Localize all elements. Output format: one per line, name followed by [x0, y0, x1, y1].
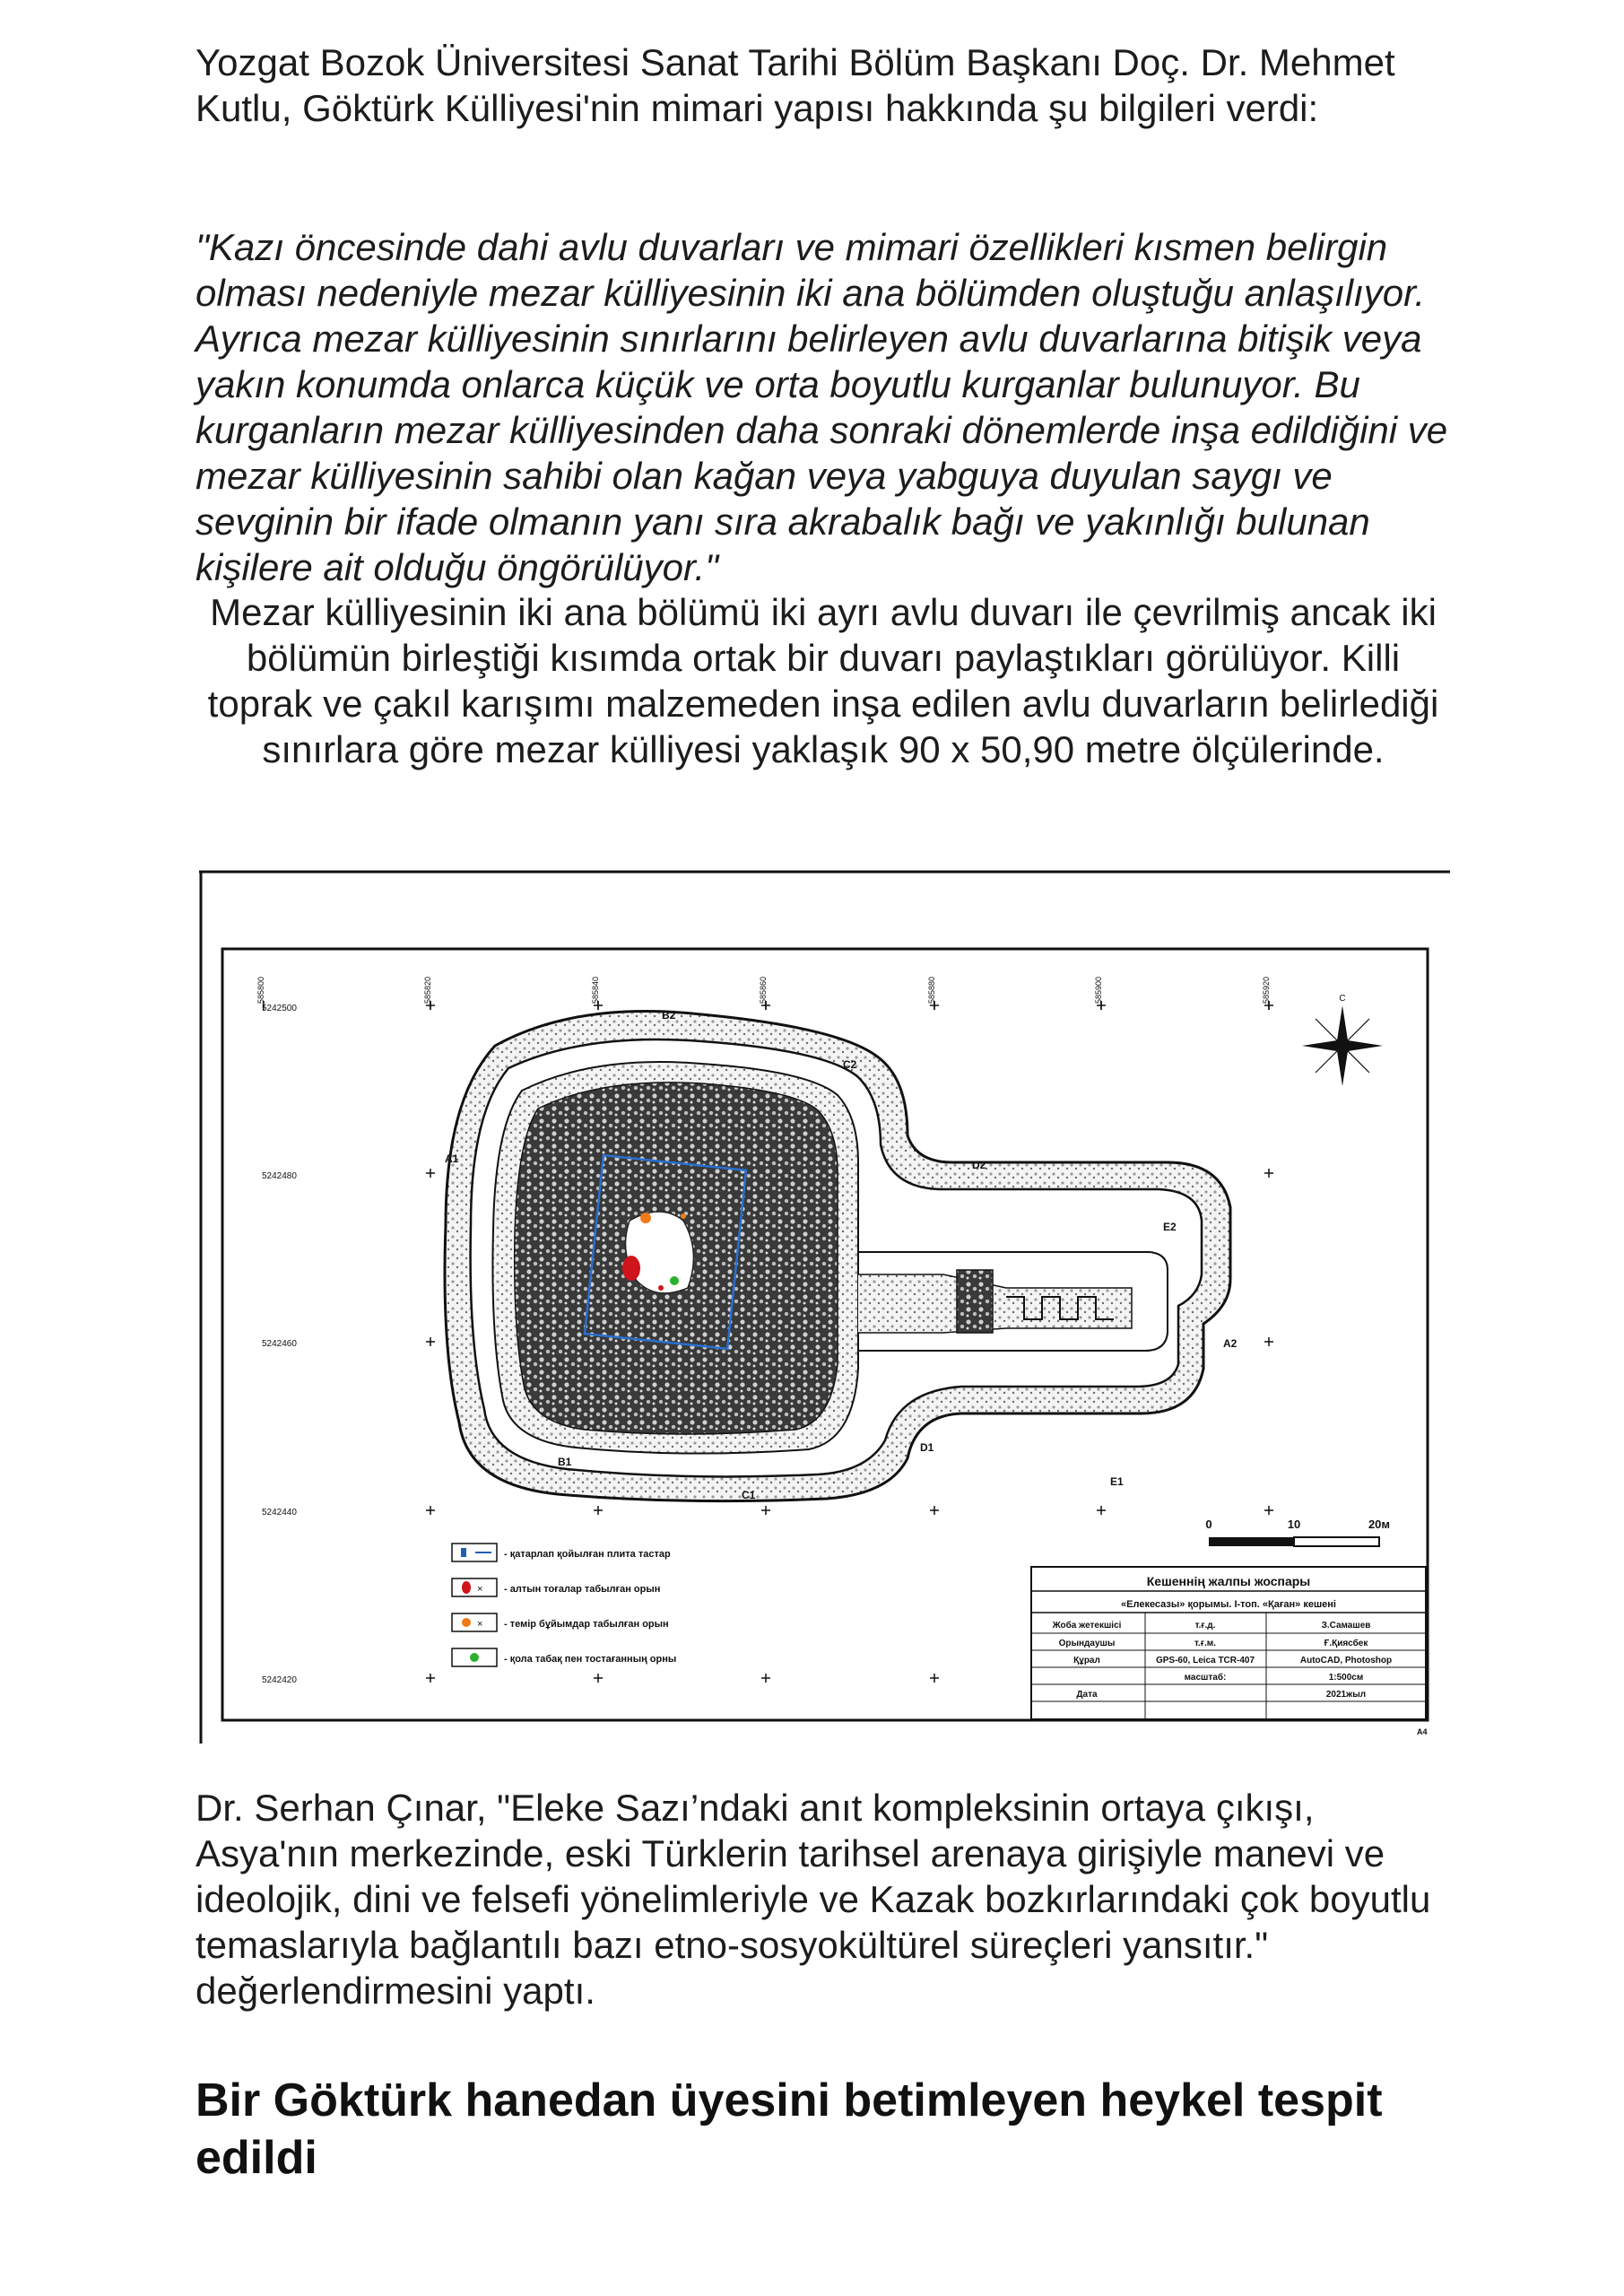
title-box-cell: т.ғ.д.	[1194, 1621, 1216, 1631]
x-coord-label: 585880	[927, 976, 936, 1004]
legend-cross: ×	[477, 1619, 483, 1630]
compass-north-label: С	[1339, 994, 1346, 1004]
gold-find-marker	[658, 1285, 664, 1291]
plan-subtitle: «Елекесазы» қорымы. I-топ. «Қаған» кешені	[1121, 1599, 1336, 1610]
section-heading: Bir Göktürk hanedan üyesini betimleyen heykel tespit edildi	[195, 2074, 1383, 2184]
legend-label: - алтын тоғалар табылған орын	[504, 1584, 661, 1595]
y-coord-label: 5242480	[262, 1171, 297, 1181]
legend-cross: ×	[477, 1584, 483, 1595]
plan-title-box	[1031, 1567, 1426, 1719]
x-coord-label: 585840	[591, 976, 600, 1004]
wall-label-e1: E1	[1110, 1475, 1124, 1488]
outro-paragraph: Dr. Serhan Çınar, "Eleke Sazı’ndaki anıt kompleksinin ortaya çıkışı, Asya'nın merkezinde, eski Türklerin tarihsel arenaya girişiyle manevi ve ideolojik, dini ve felsefi yönelimleriyle ve Kazak bozkırlarındaki çok boyutlu temaslarıyla bağlantılı bazı etno-sosyokültürel süreçleri yansıtır." değerlendirmesini yaptı.	[195, 1787, 1431, 2012]
gold-find-marker	[622, 1256, 640, 1281]
centered-paragraph: Mezar külliyesinin iki ana bölümü iki ayrı avlu duvarı ile çevrilmiş ancak iki bölümün birleştiği kısımda ortak bir duvarı paylaştıkları görülüyor. Killi toprak ve çakıl karışımı malzemeden inşa edilen avlu duvarların belirlediği sınırlara göre mezar külliyesi yaklaşık 90 x 50,90 metre ölçülerinde.	[207, 591, 1439, 770]
wall-label-a2: A2	[1223, 1337, 1238, 1350]
intro-paragraph: Yozgat Bozok Üniversitesi Sanat Tarihi Bölüm Başkanı Doç. Dr. Mehmet Kutlu, Göktürk Külliyesi'nin mimari yapısı hakkında şu bilgileri verdi:	[195, 41, 1395, 129]
legend-label: - қатарлап қойылған плита тастар	[504, 1549, 671, 1560]
wall-label-e2: E2	[1163, 1221, 1177, 1233]
bronze-find-marker	[670, 1276, 679, 1285]
scale-tick: 20м	[1368, 1518, 1391, 1531]
y-coord-label: 5242500	[262, 1004, 297, 1013]
title-box-cell: Ғ.Қиясбек	[1324, 1639, 1368, 1648]
wall-label-d1: D1	[920, 1441, 934, 1454]
x-coord-label: 585800	[256, 976, 265, 1004]
title-box-cell: 1:500см	[1328, 1673, 1364, 1683]
plan-title: Кешеннің жалпы жоспары	[1146, 1574, 1311, 1588]
iron-find-marker	[681, 1213, 686, 1219]
title-box-cell: т.ғ.м.	[1194, 1639, 1216, 1648]
title-box-cell: Дата	[1076, 1690, 1098, 1700]
y-coord-label: 5242460	[262, 1339, 297, 1349]
annex-chamber	[957, 1270, 993, 1333]
iron-find-marker	[640, 1213, 651, 1223]
title-box-cell: GPS-60, Leica TCR-407	[1155, 1656, 1255, 1665]
wall-label-b1: B1	[558, 1456, 572, 1468]
title-box-cell: Жоба жетекшісі	[1052, 1621, 1122, 1631]
wall-label-b2: B2	[662, 1009, 676, 1022]
title-box-cell: Құрал	[1073, 1656, 1100, 1665]
x-coord-label: 585920	[1262, 976, 1271, 1004]
sheet-mark: A4	[1417, 1727, 1428, 1736]
scale-tick: 0	[1205, 1518, 1212, 1531]
site-plan-svg	[199, 866, 1455, 1763]
wall-label-a1: A1	[445, 1152, 459, 1165]
x-coord-label: 585820	[423, 976, 432, 1004]
wall-label-d2: D2	[972, 1159, 986, 1171]
y-coord-label: 5242420	[262, 1675, 297, 1685]
scale-tick: 10	[1287, 1518, 1301, 1531]
title-box-cell: масштаб:	[1184, 1673, 1227, 1683]
site-plan-figure	[199, 866, 1455, 1763]
y-coord-label: 5242440	[262, 1508, 297, 1518]
legend-label: - темір бұйымдар табылған орын	[504, 1619, 669, 1630]
x-coord-label: 585900	[1094, 976, 1103, 1004]
title-box-cell: 2021жыл	[1325, 1690, 1367, 1700]
quote-paragraph: "Kazı öncesinde dahi avlu duvarları ve mimari özellikleri kısmen belirgin olması nedeniyle mezar külliyesinin iki ana bölümden oluştuğu anlaşılıyor. Ayrıca mezar külliyesinin sınırlarını belirleyen avlu duvarlarına bitişik veya yakın konumda onlarca küçük ve orta boyutlu kurganlar bulunuyor. Bu kurganların mezar külliyesinden daha sonraki dönemlerde inşa edildiğini ve mezar külliyesinin sahibi olan kağan veya yabguya duyulan saygı ve sevginin bir ifade olmanın yanı sıra akrabalık bağı ve yakınlığı bulunan kişilere ait olduğu öngörülüyor."	[195, 226, 1448, 588]
title-box-cell: Орындаушы	[1058, 1639, 1116, 1648]
title-box-cell: AutoCAD, Photoshop	[1299, 1656, 1393, 1665]
x-coord-label: 585860	[759, 976, 768, 1004]
title-box-cell: З.Самашев	[1321, 1621, 1371, 1631]
wall-label-c2: C2	[843, 1058, 857, 1071]
legend-label: - қола табақ пен тостағанның орны	[504, 1654, 677, 1665]
wall-label-c1: C1	[742, 1489, 756, 1501]
